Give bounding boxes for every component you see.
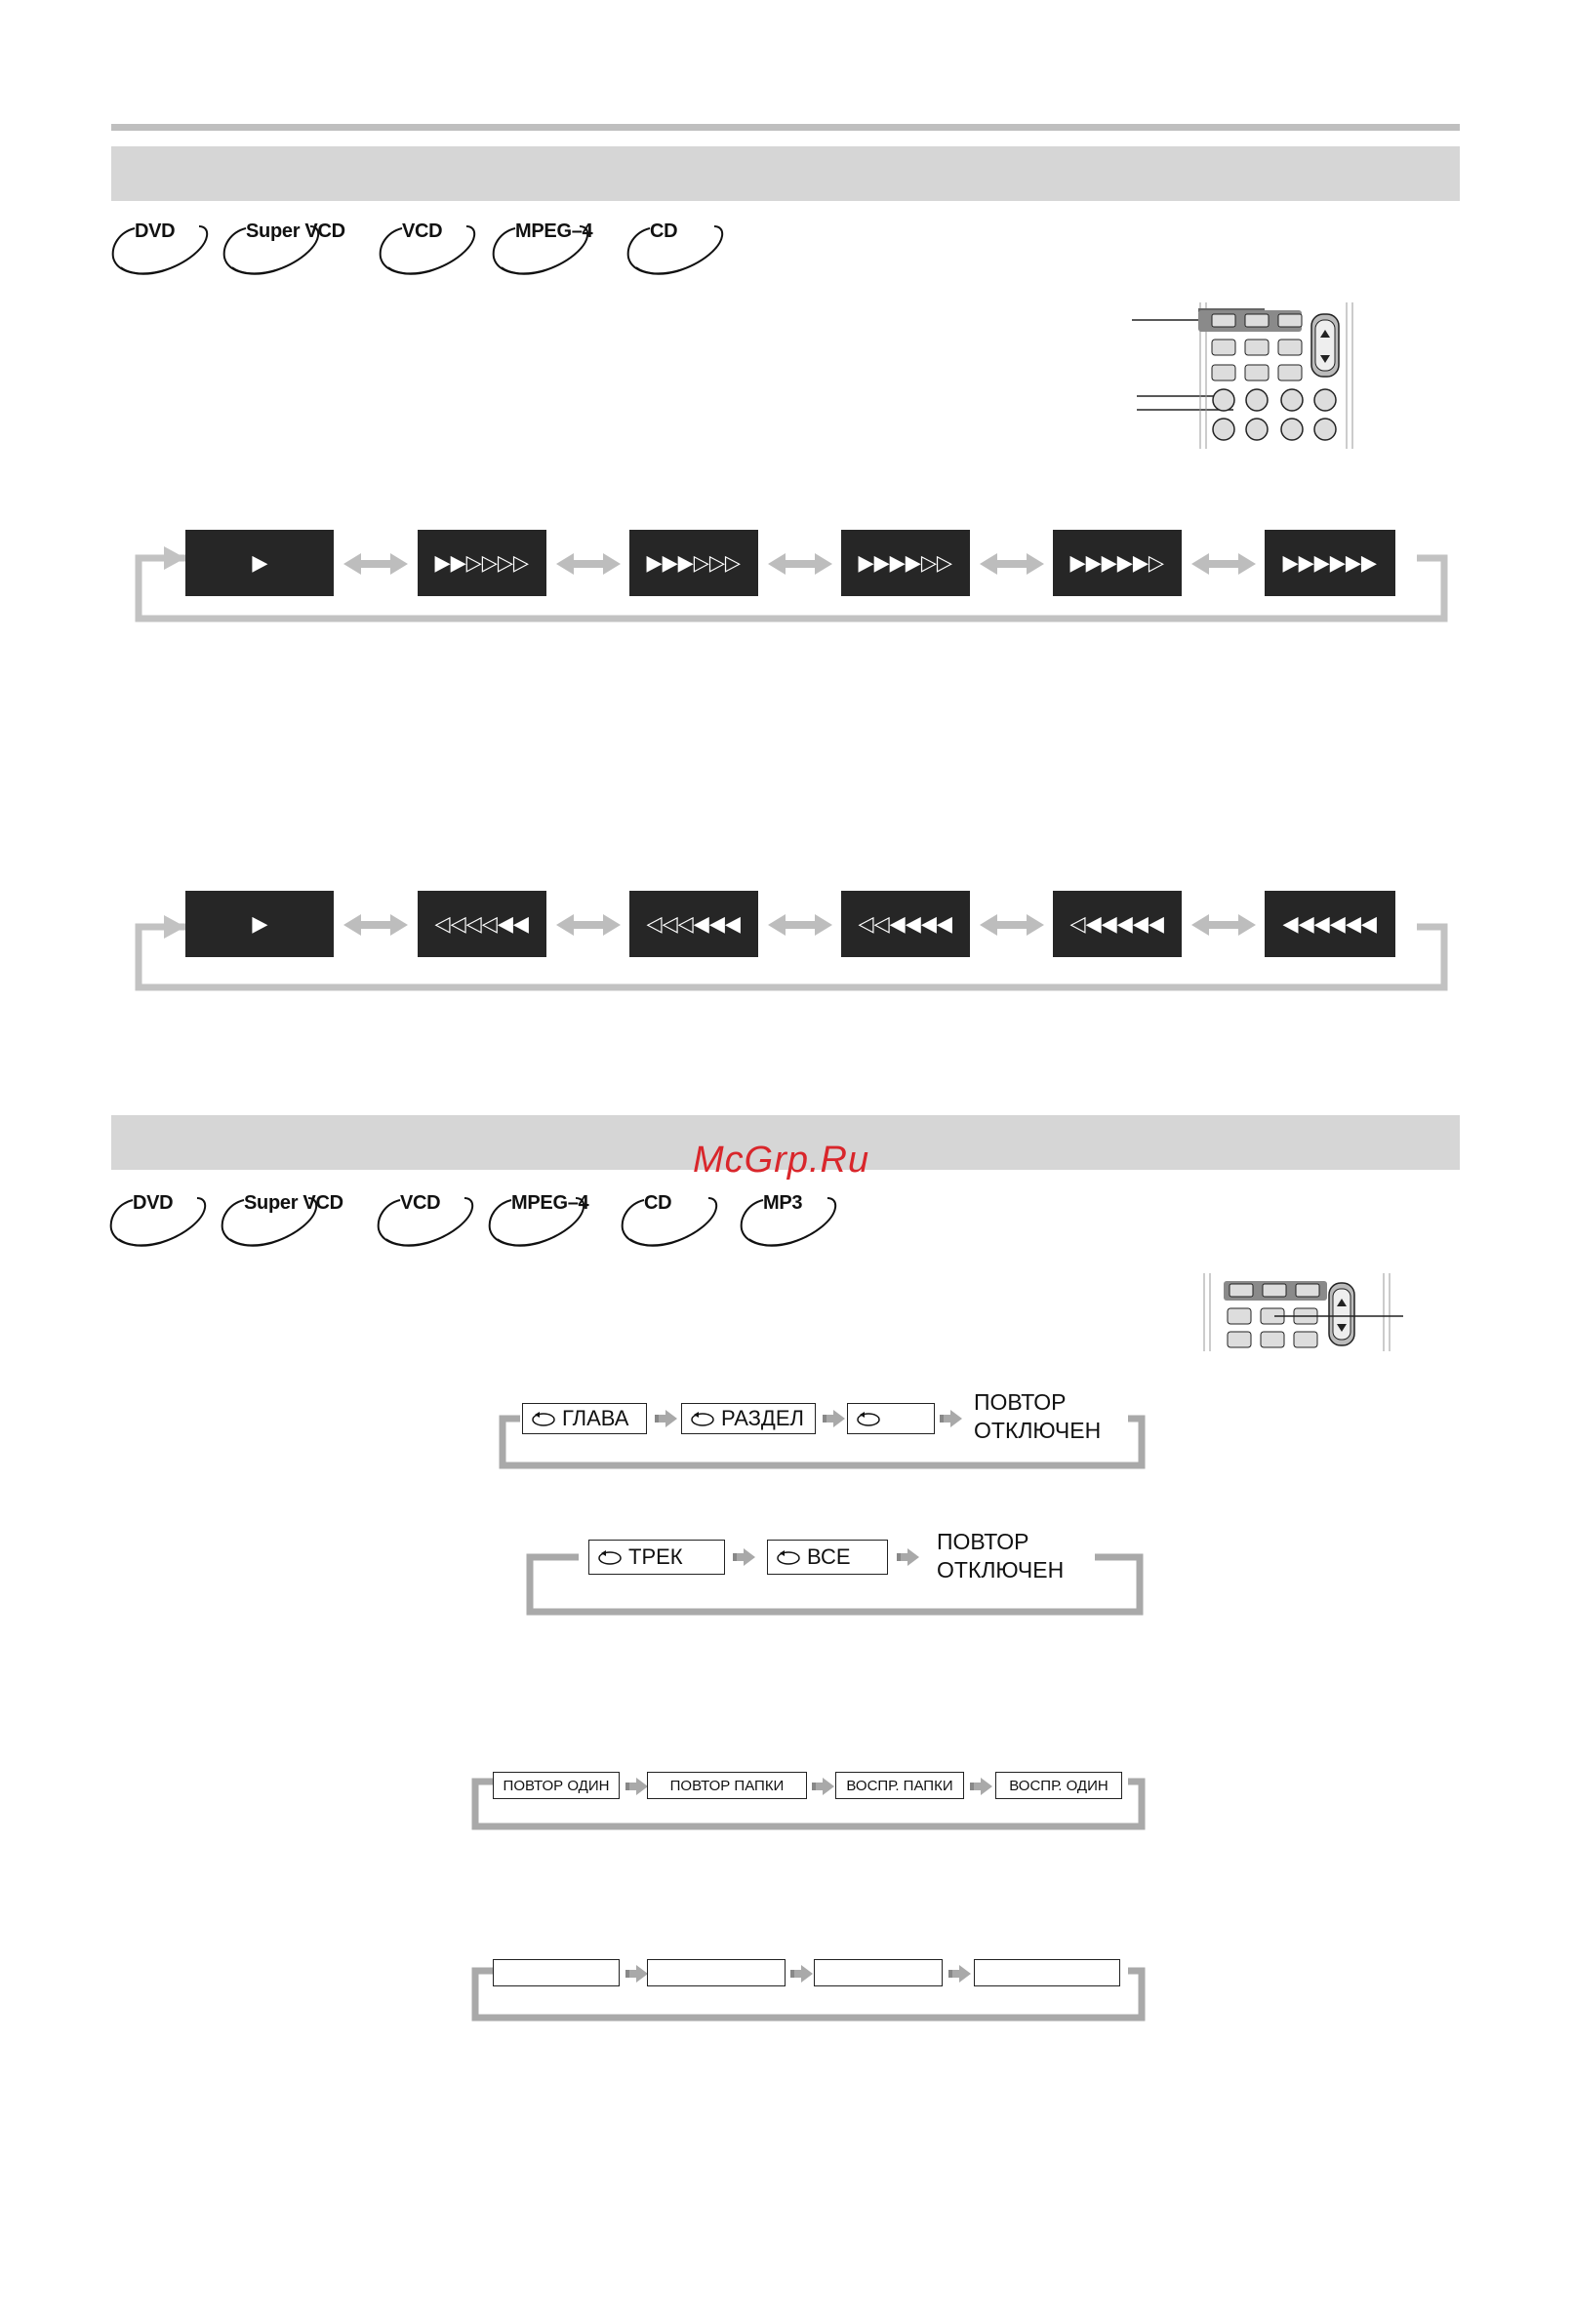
repeat-mode-label: ВСЕ: [807, 1544, 851, 1569]
speed-indicator-glyphs: ▶▶▶▶▶▶: [1282, 550, 1378, 575]
repeat-disc-icon: [856, 1410, 881, 1427]
repeat-off-line1: ПОВТОР: [974, 1389, 1067, 1415]
disc-logo: [377, 1188, 484, 1257]
repeat-disc-icon: [776, 1548, 801, 1566]
repeat-mode-label: ПОВТОР ПАПКИ: [669, 1777, 785, 1794]
repeat-off-label: [974, 1388, 1101, 1445]
repeat-mode-box: [974, 1959, 1120, 1986]
right-arrow-icon: [896, 1547, 921, 1567]
repeat-mode-box: [647, 1772, 807, 1799]
speed-indicator-glyphs: ◁◁◀◀◀◀: [858, 911, 953, 936]
speed-indicator-box: [1053, 530, 1182, 596]
repeat-off-line2: ОТКЛЮЧЕН: [974, 1418, 1102, 1443]
speed-indicator-box: [629, 891, 758, 957]
repeat-off-line1: ПОВТОР: [937, 1529, 1029, 1554]
repeat-mode-label: РАЗДЕЛ: [721, 1406, 804, 1430]
repeat-mode-box: [493, 1772, 620, 1799]
disc-logo-label: VCD: [402, 220, 443, 242]
right-arrow-icon: [969, 1777, 994, 1796]
speed-indicator-box: [841, 530, 970, 596]
right-arrow-icon: [654, 1409, 679, 1428]
right-arrow-icon: [811, 1777, 836, 1796]
double-arrow-icon: [342, 910, 410, 940]
right-arrow-icon: [732, 1547, 757, 1567]
speed-indicator-box: [185, 891, 334, 957]
repeat-mode-box: [995, 1772, 1122, 1799]
speed-indicator-box: [418, 530, 546, 596]
disc-logo: [740, 1188, 847, 1257]
double-arrow-icon: [766, 910, 834, 940]
speed-indicator-box: [1265, 891, 1395, 957]
disc-logo-label: MP3: [763, 1192, 803, 1214]
repeat-mode-box: [835, 1772, 964, 1799]
double-arrow-icon: [1189, 549, 1258, 579]
disc-logo: [222, 217, 345, 285]
disc-logo-label: MPEG–4: [511, 1192, 589, 1214]
top-rule: [111, 124, 1460, 131]
double-arrow-icon: [978, 549, 1046, 579]
repeat-mode-box: [814, 1959, 943, 1986]
disc-logo: [488, 1188, 595, 1257]
speed-indicator-glyphs: ▶▶▶▶▶▷: [1069, 550, 1165, 575]
speed-indicator-glyphs: ▶▶▶▶▷▷: [858, 550, 953, 575]
repeat-mode-box: [493, 1959, 620, 1986]
repeat-mode-box: [847, 1403, 935, 1434]
speed-indicator-box: [418, 891, 546, 957]
disc-logo: [109, 1188, 217, 1257]
repeat-mode-box: [588, 1540, 725, 1575]
repeat-mode-label: ВОСПР. ОДИН: [1009, 1777, 1108, 1794]
repeat-disc-icon: [597, 1548, 623, 1566]
disc-logo-label: DVD: [135, 220, 176, 242]
speed-indicator-glyphs: ◁◁◁◁◀◀: [434, 911, 530, 936]
disc-logo-label: Super VCD: [246, 220, 345, 242]
disc-logo-label: VCD: [400, 1192, 441, 1214]
disc-logo-label: CD: [650, 220, 678, 242]
disc-logo-label: Super VCD: [244, 1192, 343, 1214]
double-arrow-icon: [554, 549, 623, 579]
speed-indicator-box: [185, 530, 334, 596]
speed-indicator-glyphs: ◁◁◁◀◀◀: [646, 911, 742, 936]
repeat-mode-label: ПОВТОР ОДИН: [503, 1777, 610, 1794]
disc-logo: [111, 217, 219, 285]
repeat-disc-icon: [690, 1410, 715, 1427]
repeat-mode-box: [647, 1959, 786, 1986]
disc-logo: [492, 217, 599, 285]
repeat-mode-label: ВОСПР. ПАПКИ: [846, 1777, 953, 1794]
repeat-mode-box: [522, 1403, 647, 1434]
right-arrow-icon: [789, 1964, 815, 1983]
right-arrow-icon: [939, 1409, 964, 1428]
repeat-mode-box: [681, 1403, 816, 1434]
double-arrow-icon: [342, 549, 410, 579]
disc-logo-label: CD: [644, 1192, 672, 1214]
right-arrow-icon: [947, 1964, 973, 1983]
speed-indicator-box: [629, 530, 758, 596]
disc-logo-label: DVD: [133, 1192, 174, 1214]
disc-logo: [221, 1188, 343, 1257]
double-arrow-icon: [1189, 910, 1258, 940]
repeat-disc-icon: [531, 1410, 556, 1427]
section-header-band-1: [111, 146, 1460, 201]
remote-control-illustration-1: [1132, 302, 1366, 449]
double-arrow-icon: [766, 549, 834, 579]
speed-indicator-glyphs: ▶: [251, 550, 268, 575]
right-arrow-icon: [822, 1409, 847, 1428]
remote-control-illustration-2: [1202, 1273, 1407, 1351]
speed-indicator-box: [841, 891, 970, 957]
speed-indicator-glyphs: ▶: [251, 911, 268, 936]
double-arrow-icon: [554, 910, 623, 940]
disc-logo: [379, 217, 486, 285]
speed-indicator-glyphs: ▶▶▷▷▷▷: [434, 550, 530, 575]
disc-logo: [626, 217, 734, 285]
repeat-off-label: [937, 1528, 1064, 1584]
double-arrow-icon: [978, 910, 1046, 940]
repeat-mode-label: ГЛАВА: [562, 1406, 629, 1430]
repeat-off-line2: ОТКЛЮЧЕН: [937, 1557, 1065, 1583]
speed-indicator-glyphs: ▶▶▶▷▷▷: [646, 550, 742, 575]
speed-indicator-box: [1265, 530, 1395, 596]
speed-indicator-box: [1053, 891, 1182, 957]
speed-indicator-glyphs: ◁◀◀◀◀◀: [1069, 911, 1165, 936]
speed-indicator-glyphs: ◀◀◀◀◀◀: [1282, 911, 1378, 936]
repeat-mode-label: ТРЕК: [628, 1544, 683, 1569]
disc-logo-label: MPEG–4: [515, 220, 593, 242]
watermark-text: McGrp.Ru: [693, 1140, 870, 1181]
disc-logo: [621, 1188, 728, 1257]
repeat-mode-box: [767, 1540, 888, 1575]
